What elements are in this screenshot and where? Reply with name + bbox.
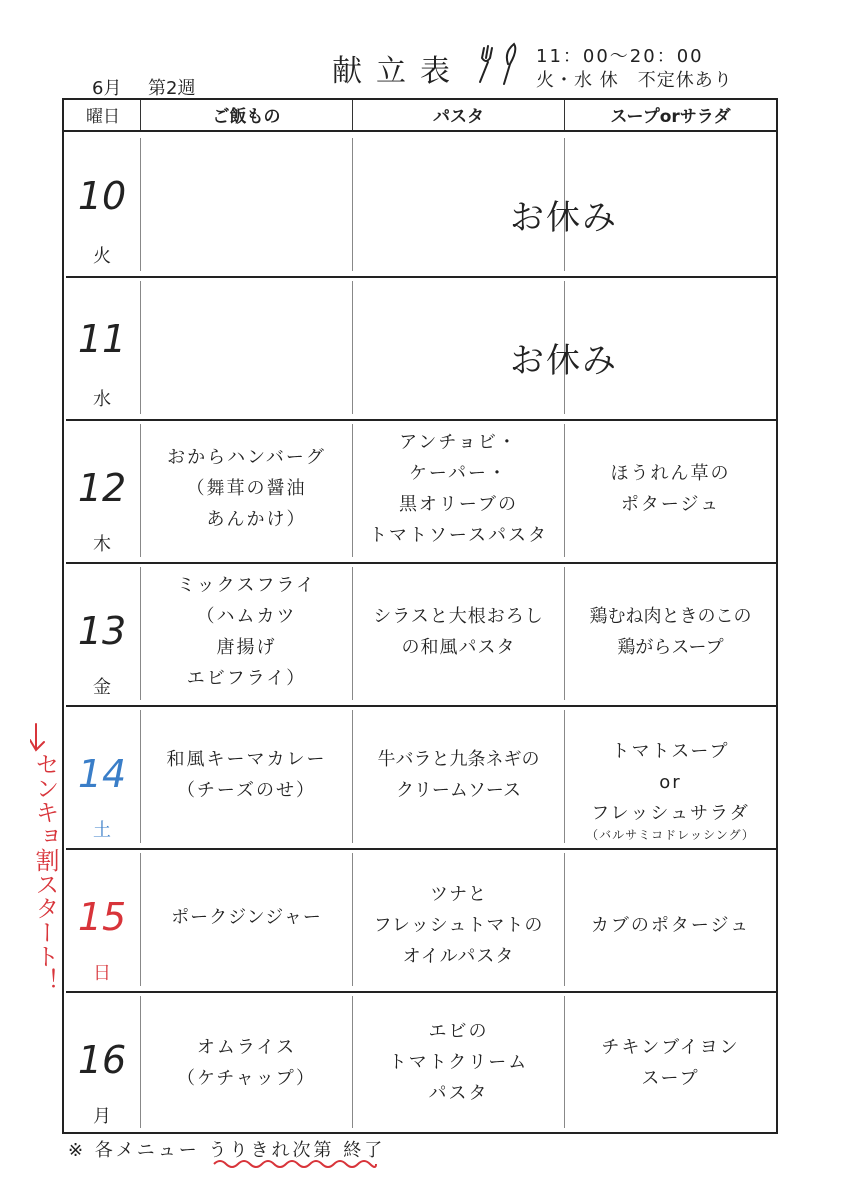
weekday-tue: 火	[93, 246, 111, 267]
menu-soup: トマトスープ or フレッシュサラダ	[591, 740, 750, 824]
opening-hours: 11：00～20：00	[536, 46, 704, 67]
closed-days: 火・水 休 不定休あり	[536, 70, 733, 91]
menu-rice: オムライス （ケチャップ）	[177, 1036, 316, 1089]
date-16: 16	[77, 1038, 127, 1082]
menu-rice: おからハンバーグ （舞茸の醤油 あんかけ）	[167, 447, 326, 530]
arrow-down-icon	[30, 722, 58, 756]
campaign-note	[28, 752, 58, 992]
col-header-pasta: パスタ	[433, 107, 484, 127]
closed-label: お休み	[510, 198, 618, 238]
weekday-sun: 日	[93, 963, 111, 984]
row-divider	[66, 276, 776, 278]
col-header-day: 曜日	[86, 107, 120, 127]
page-title: 献立表	[332, 54, 464, 89]
col-header-rice: ご飯もの	[212, 107, 281, 127]
menu-rice: 和風キーマカレー （チーズのせ）	[166, 748, 327, 801]
menu-pasta: ツナと フレッシュトマトの オイルパスタ	[373, 883, 544, 967]
weekday-fri: 金	[93, 677, 111, 698]
menu-pasta: エビの トマトクリーム パスタ	[388, 1021, 529, 1104]
date-15: 15	[77, 895, 127, 939]
menu-soup: ほうれん草の ポタージュ	[610, 462, 731, 515]
weekday-wed: 水	[93, 389, 111, 410]
date-12: 12	[77, 466, 127, 510]
cell-divider	[140, 281, 141, 414]
weekday-thu: 木	[93, 534, 111, 555]
weekday-sat: 土	[93, 820, 111, 841]
menu-soup: カブのポタージュ	[590, 914, 751, 936]
menu-pasta: アンチョビ・ ケーパー・ 黒オリーブの トマトソースパスタ	[368, 431, 549, 546]
date-14: 14	[77, 752, 127, 796]
date-10: 10	[77, 174, 127, 218]
menu-rice: ミックスフライ （ハムカツ 唐揚げ エビフライ）	[177, 574, 316, 689]
menu-soup: 鶏むね肉ときのこの 鶏がらスープ	[589, 605, 752, 658]
week-label: 第2週	[148, 78, 196, 99]
menu-pasta: シラスと大根おろし の和風パスタ	[373, 605, 544, 658]
month-label: 6月	[92, 78, 122, 99]
date-13: 13	[77, 609, 127, 653]
weekday-mon: 月	[93, 1106, 111, 1127]
menu-rice: ポークジンジャー	[171, 907, 322, 928]
date-11: 11	[77, 317, 127, 361]
closed-label: お休み	[510, 341, 618, 381]
col-header-soup: スープorサラダ	[610, 107, 731, 127]
fork-knife-icon	[474, 42, 520, 86]
cell-divider	[140, 138, 141, 271]
footer-note: ※ 各メニュー うりきれ次第 終了	[68, 1140, 386, 1161]
menu-pasta: 牛バラと九条ネギの クリームソース	[377, 748, 540, 801]
dressing-note: （バルサミコドレッシング）	[586, 828, 755, 842]
campaign-note-text: センキョ割スタート！	[31, 752, 59, 992]
header-rule	[64, 130, 776, 132]
menu-soup: チキンブイヨン スープ	[601, 1036, 740, 1089]
wavy-underline	[212, 1156, 378, 1172]
